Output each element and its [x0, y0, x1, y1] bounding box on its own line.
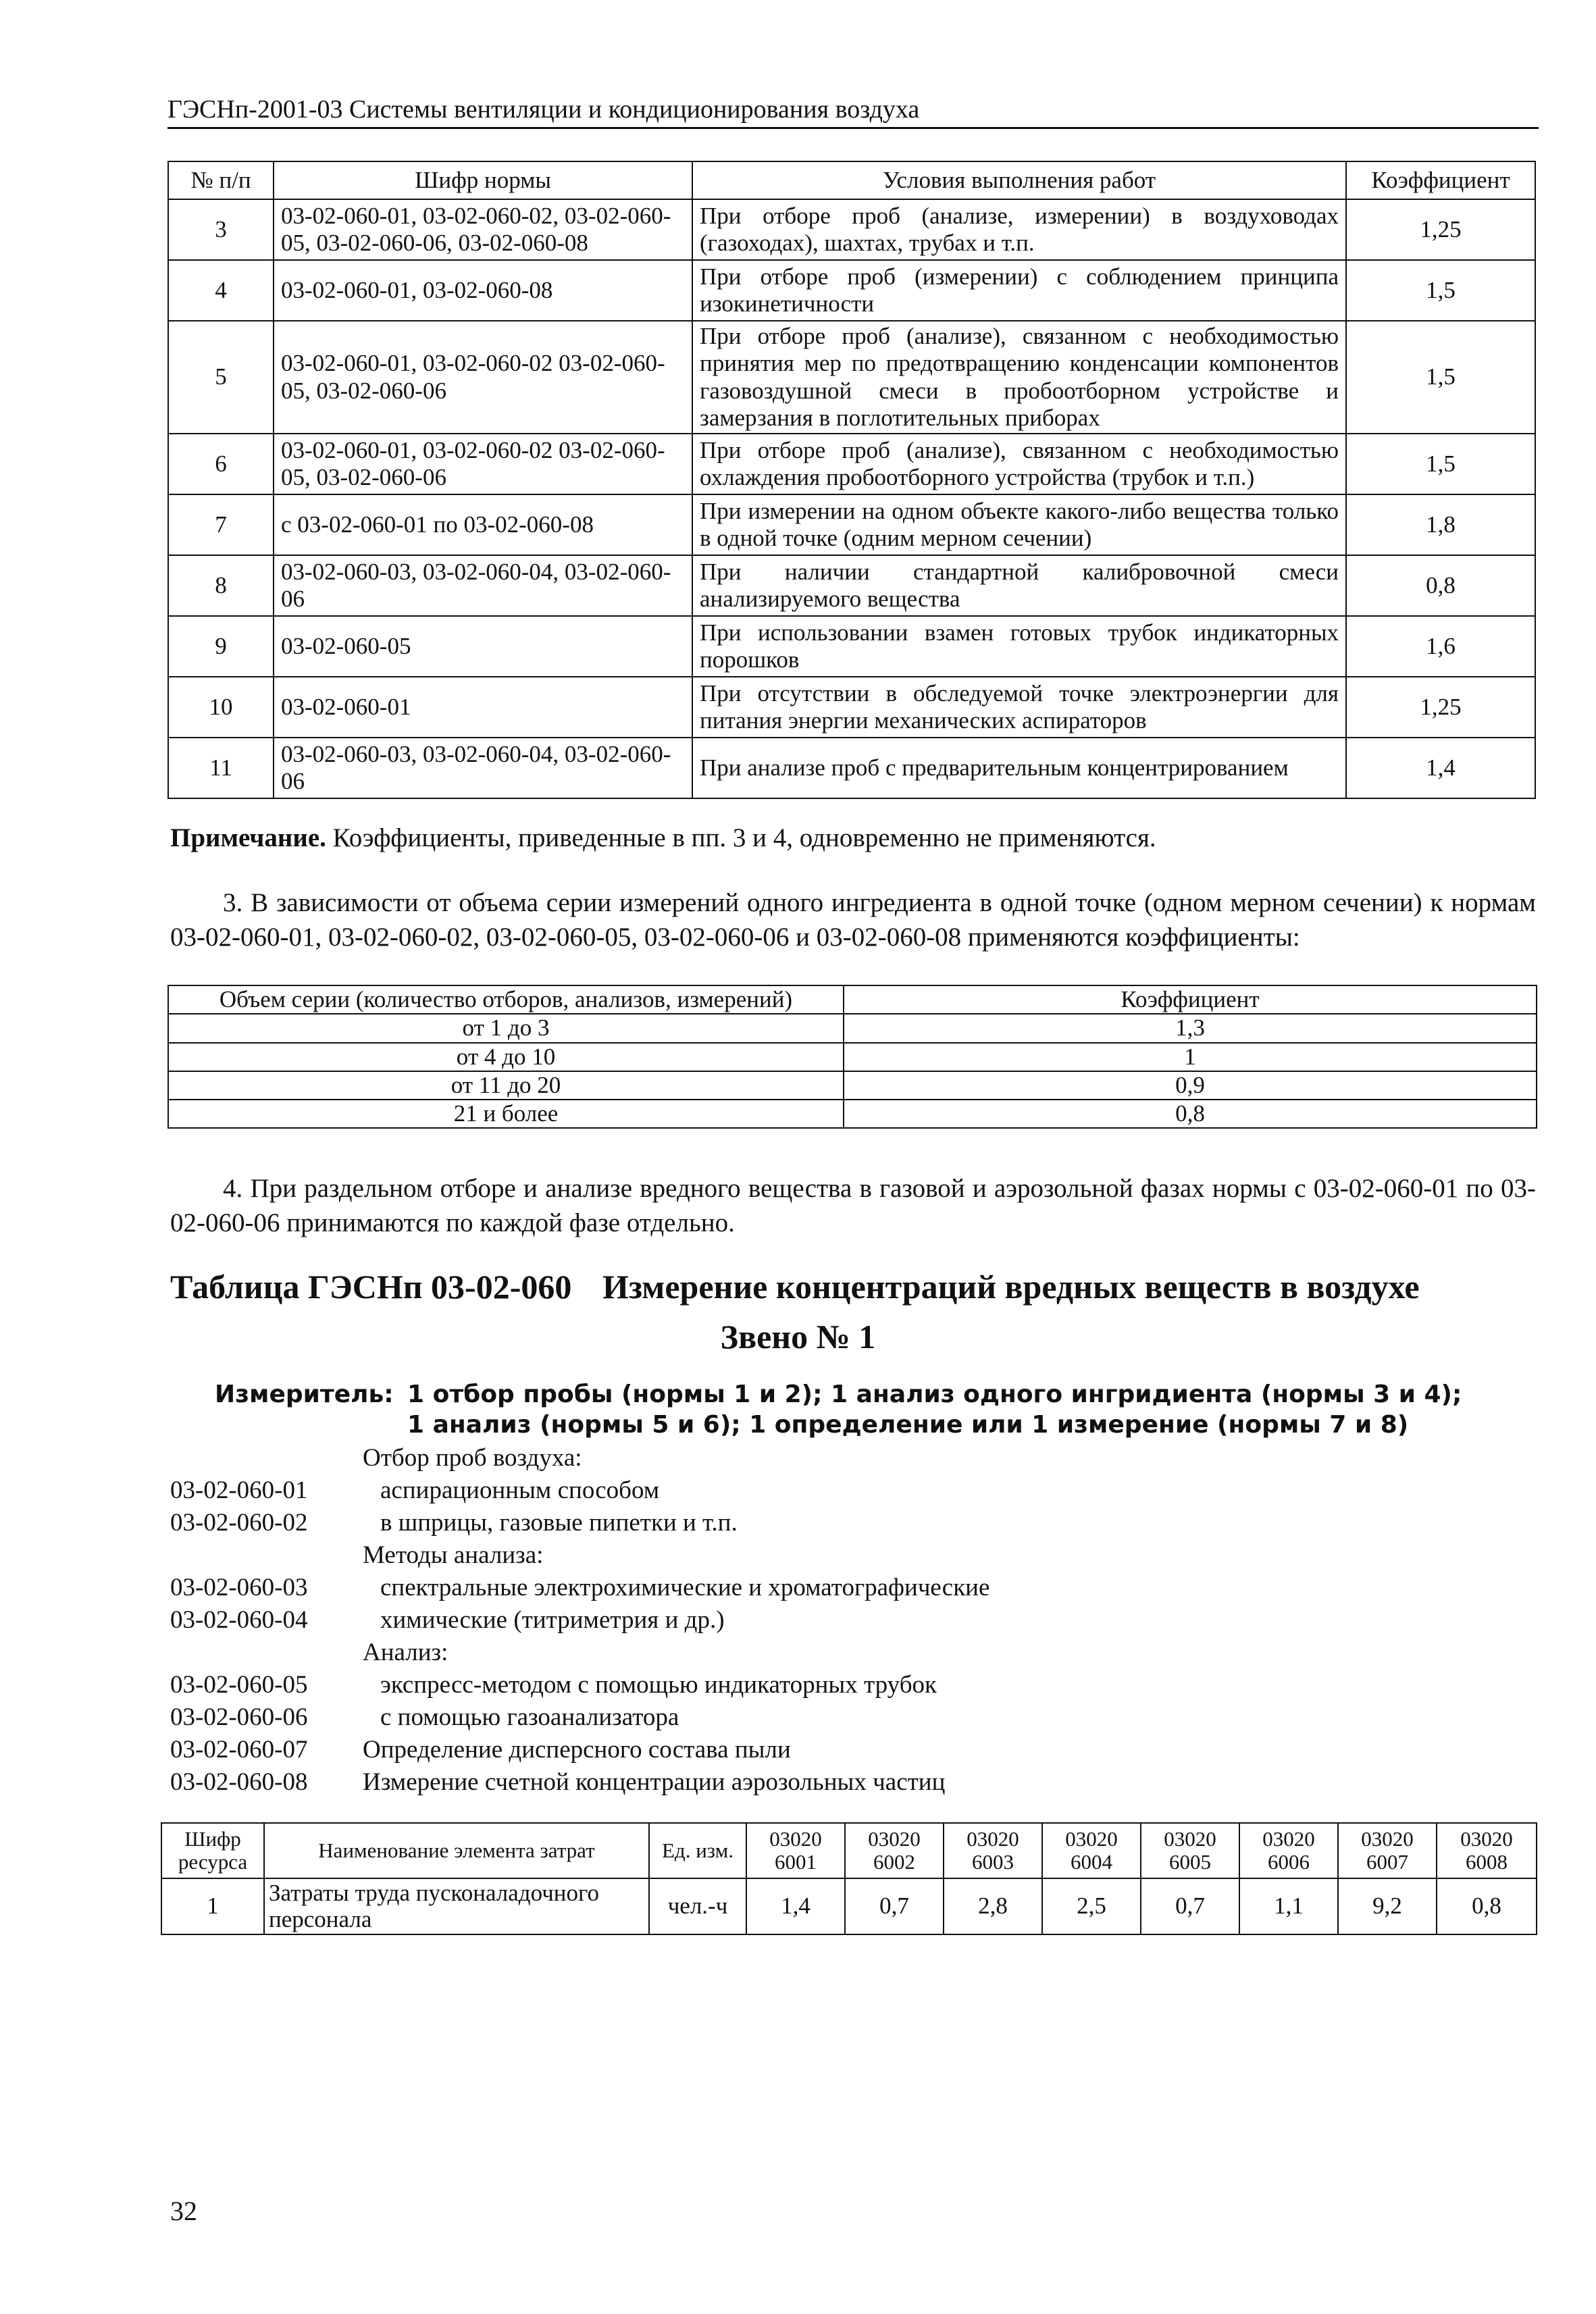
norm-code-part: 6008 [1466, 1850, 1508, 1874]
note-label: Примечание. [170, 823, 326, 852]
work-condition: При отсутствии в обследуемой точке электроэнергии для питания энергии механических аспираторов [692, 677, 1346, 738]
norm-description: Определение дисперсного состава пыли [363, 1736, 791, 1764]
norm-code: 03-02-060-07 [170, 1736, 308, 1764]
norm-column-header [1437, 1823, 1537, 1878]
norm-code-item [170, 1766, 989, 1799]
norm-code-part: 6003 [972, 1850, 1014, 1874]
series-coefficient-table [168, 985, 1537, 1129]
norm-code-item [170, 1669, 989, 1701]
work-condition: При использовании взамен готовых трубок индикаторных порошков [692, 616, 1346, 677]
work-condition: При анализе проб с предварительным концентрированием [692, 738, 1346, 798]
norm-description: спектральные электрохимические и хроматографические [380, 1574, 990, 1601]
coefficient-value: 1,25 [1346, 199, 1535, 260]
header-cell: Коэффициент [844, 985, 1537, 1014]
norm-code-item [170, 1474, 989, 1507]
table-row [168, 1014, 1537, 1042]
meter-line-2: 1 анализ (нормы 5 и 6); 1 определение или 1 измерение (нормы 7 и 8) [407, 1411, 1409, 1439]
norm-code: 03-02-060-03 [170, 1574, 308, 1601]
series-range: 21 и более [168, 1100, 844, 1128]
norm-code: 03-02-060-01, 03-02-060-02 03-02-060-05, 03-02-060-06 [274, 434, 692, 494]
norm-code-part: 6004 [1071, 1850, 1112, 1874]
norm-code-part: 03020 [1065, 1826, 1118, 1851]
row-number: 8 [168, 555, 274, 616]
resource-table-header [161, 1823, 1537, 1878]
norm-code: с 03-02-060-01 по 03-02-060-08 [274, 494, 692, 555]
coefficient-value: 1,3 [844, 1014, 1537, 1042]
norm-code: 03-02-060-01, 03-02-060-02 03-02-060-05, 03-02-060-06 [274, 321, 692, 434]
norm-value: 9,2 [1338, 1878, 1437, 1934]
norm-code: 03-02-060-01 [170, 1476, 308, 1504]
norm-code-item [170, 1734, 989, 1766]
coefficient-table-header [168, 161, 1535, 199]
norm-code-item [170, 1507, 989, 1539]
zveno-heading: Звено № 1 [720, 1318, 876, 1356]
norm-code: 03-02-060-08 [170, 1768, 308, 1796]
work-condition: При отборе проб (измерении) с соблюдением принципа изокинетичности [692, 260, 1346, 321]
row-number: 9 [168, 616, 274, 677]
table-note [170, 823, 1156, 853]
norm-code: 03-02-060-04 [170, 1606, 308, 1634]
norm-code-item [170, 1539, 989, 1572]
table-row [168, 555, 1535, 616]
table-row [161, 1878, 1537, 1934]
table-title-name: Измерение концентраций вредных веществ в воздухе [602, 1268, 1420, 1306]
table-row [168, 677, 1535, 738]
coefficient-value: 1,5 [1346, 434, 1535, 494]
norm-column-header [1042, 1823, 1141, 1878]
norm-code-part: 6001 [775, 1850, 817, 1874]
norm-code-item [170, 1442, 989, 1474]
norm-code: 03-02-060-01, 03-02-060-08 [274, 260, 692, 321]
norm-code-part: 6005 [1169, 1850, 1211, 1874]
table-title-label: Таблица ГЭСНп 03-02-060 [170, 1268, 572, 1306]
work-condition: При наличии стандартной калибровочной смеси анализируемого вещества [692, 555, 1346, 616]
norm-code-part: 6007 [1366, 1850, 1408, 1874]
table-row [168, 1100, 1537, 1128]
norm-code-item [170, 1604, 989, 1637]
row-number: 3 [168, 199, 274, 260]
norm-code: 03-02-060-01 [274, 677, 692, 738]
norm-code-part: 03020 [1262, 1826, 1315, 1851]
norm-code-part: 03020 [1460, 1826, 1513, 1851]
norm-code-item [170, 1572, 989, 1604]
series-range: от 11 до 20 [168, 1071, 844, 1100]
meter-block [215, 1379, 1462, 1440]
norm-code-part: 03020 [1361, 1826, 1414, 1851]
norm-code: 03-02-060-01, 03-02-060-02, 03-02-060-05, 03-02-060-06, 03-02-060-08 [274, 199, 692, 260]
norm-description: химические (титриметрия и др.) [380, 1606, 725, 1634]
norm-column-header [1141, 1823, 1239, 1878]
row-number: 7 [168, 494, 274, 555]
coefficient-value: 1,5 [1346, 260, 1535, 321]
row-number: 6 [168, 434, 274, 494]
meter-line-1: 1 отбор пробы (нормы 1 и 2); 1 анализ одного ингридиента (нормы 3 и 4); [407, 1381, 1462, 1408]
unit: чел.-ч [649, 1878, 746, 1934]
table-row [168, 1043, 1537, 1071]
cost-element-name: Затраты труда пусконаладочного персонала [264, 1878, 649, 1934]
coefficient-value: 1 [844, 1043, 1537, 1071]
coefficient-value: 1,4 [1346, 738, 1535, 798]
header-cell: Объем серии (количество отборов, анализов, измерений) [168, 985, 844, 1014]
page-number: 32 [170, 2196, 197, 2226]
norm-description: Отбор проб воздуха: [363, 1444, 582, 1472]
coefficient-value: 1,5 [1346, 321, 1535, 434]
table-row [168, 1071, 1537, 1100]
table-row [168, 494, 1535, 555]
norm-code: 03-02-060-05 [170, 1671, 308, 1699]
paragraph-3: 3. В зависимости от объема серии измерений одного ингредиента в одной точке (одном мерном сечении) к нормам 03-02-060-01, 03-02-060-02, 03-02-060-05, 03-02-060-06 и 03-02-060-08 применяются коэффициенты: [170, 888, 1536, 952]
coefficient-table [168, 161, 1536, 799]
series-range: от 1 до 3 [168, 1014, 844, 1042]
norm-code-item [170, 1701, 989, 1734]
table-row [168, 738, 1535, 798]
norm-value: 2,8 [944, 1878, 1042, 1934]
norm-description: Анализ: [363, 1639, 448, 1666]
header-cell: Шифр ресурса [161, 1823, 264, 1878]
work-condition: При отборе проб (анализе), связанном с необходимостью охлаждения пробоотборного устройства (трубок и т.п.) [692, 434, 1346, 494]
norm-description: Измерение счетной концентрации аэрозольных частиц [363, 1768, 946, 1796]
row-number: 5 [168, 321, 274, 434]
resource-table [161, 1822, 1537, 1935]
norm-code-part: 03020 [868, 1826, 921, 1851]
coefficient-value: 0,8 [1346, 555, 1535, 616]
resource-code: 1 [161, 1878, 264, 1934]
row-number: 10 [168, 677, 274, 738]
norm-description: Методы анализа: [363, 1541, 544, 1569]
norm-code: 03-02-060-02 [170, 1509, 308, 1537]
norm-description: экспресс-методом с помощью индикаторных трубок [380, 1671, 937, 1699]
table-row [168, 260, 1535, 321]
norm-code-part: 6002 [873, 1850, 915, 1874]
note-text: Коэффициенты, приведенные в пп. 3 и 4, одновременно не применяются. [326, 823, 1156, 852]
norm-column-header [845, 1823, 944, 1878]
norm-column-header [944, 1823, 1042, 1878]
norm-column-header [1239, 1823, 1338, 1878]
norm-code-list [170, 1442, 989, 1799]
row-number: 11 [168, 738, 274, 798]
header-cell: Условия выполнения работ [692, 161, 1346, 199]
coefficient-value: 1,8 [1346, 494, 1535, 555]
header-cell: Коэффициент [1346, 161, 1535, 199]
norm-code-item [170, 1637, 989, 1669]
work-condition: При отборе проб (анализе), связанном с необходимостью принятия мер по предотвращению конденсации компонентов газовоздушной смеси в пробоотборном устройстве и замерзания в поглотительных приборах [692, 321, 1346, 434]
norm-code: 03-02-060-06 [170, 1703, 308, 1731]
coefficient-value: 0,8 [844, 1100, 1537, 1128]
series-table-header [168, 985, 1537, 1014]
paragraph-4: 4. При раздельном отборе и анализе вредного вещества в газовой и аэрозольной фазах нормы с 03-02-060-01 по 03-02-060-06 принимаются по каждой фазе отдельно. [170, 1174, 1536, 1237]
coefficient-value: 1,6 [1346, 616, 1535, 677]
table-row [168, 199, 1535, 260]
norm-value: 0,7 [845, 1878, 944, 1934]
coefficient-value: 1,25 [1346, 677, 1535, 738]
table-row [168, 616, 1535, 677]
norm-column-header [746, 1823, 845, 1878]
header-cell: № п/п [168, 161, 274, 199]
norm-value: 0,8 [1437, 1878, 1537, 1934]
norm-description: в шприцы, газовые пипетки и т.п. [380, 1509, 738, 1537]
norm-code-part: 03020 [769, 1826, 822, 1851]
coefficient-value: 0,9 [844, 1071, 1537, 1100]
table-title [170, 1267, 1420, 1306]
header-cell: Наименование элемента затрат [264, 1823, 649, 1878]
row-number: 4 [168, 260, 274, 321]
norm-value: 2,5 [1042, 1878, 1141, 1934]
norm-code: 03-02-060-05 [274, 616, 692, 677]
table-row [168, 434, 1535, 494]
work-condition: При отборе проб (анализе, измерении) в воздуховодах (газоходах), шахтах, трубах и т.п. [692, 199, 1346, 260]
meter-label: Измеритель: [215, 1381, 394, 1408]
norm-value: 1,4 [746, 1878, 845, 1934]
norm-value: 0,7 [1141, 1878, 1239, 1934]
norm-description: аспирационным способом [380, 1476, 660, 1504]
norm-code-part: 03020 [967, 1826, 1019, 1851]
norm-code-part: 6006 [1268, 1850, 1310, 1874]
norm-code: 03-02-060-03, 03-02-060-04, 03-02-060-06 [274, 555, 692, 616]
norm-code: 03-02-060-03, 03-02-060-04, 03-02-060-06 [274, 738, 692, 798]
norm-column-header [1338, 1823, 1437, 1878]
header-cell: Ед. изм. [649, 1823, 746, 1878]
running-header: ГЭСНп-2001-03 Системы вентиляции и кондиционирования воздуха [168, 95, 1539, 129]
series-range: от 4 до 10 [168, 1043, 844, 1071]
norm-code-part: 03020 [1164, 1826, 1216, 1851]
work-condition: При измерении на одном объекте какого-либо вещества только в одной точке (одним мерном сечении) [692, 494, 1346, 555]
header-cell: Шифр нормы [274, 161, 692, 199]
table-row [168, 321, 1535, 434]
norm-value: 1,1 [1239, 1878, 1338, 1934]
norm-description: с помощью газоанализатора [380, 1703, 679, 1731]
